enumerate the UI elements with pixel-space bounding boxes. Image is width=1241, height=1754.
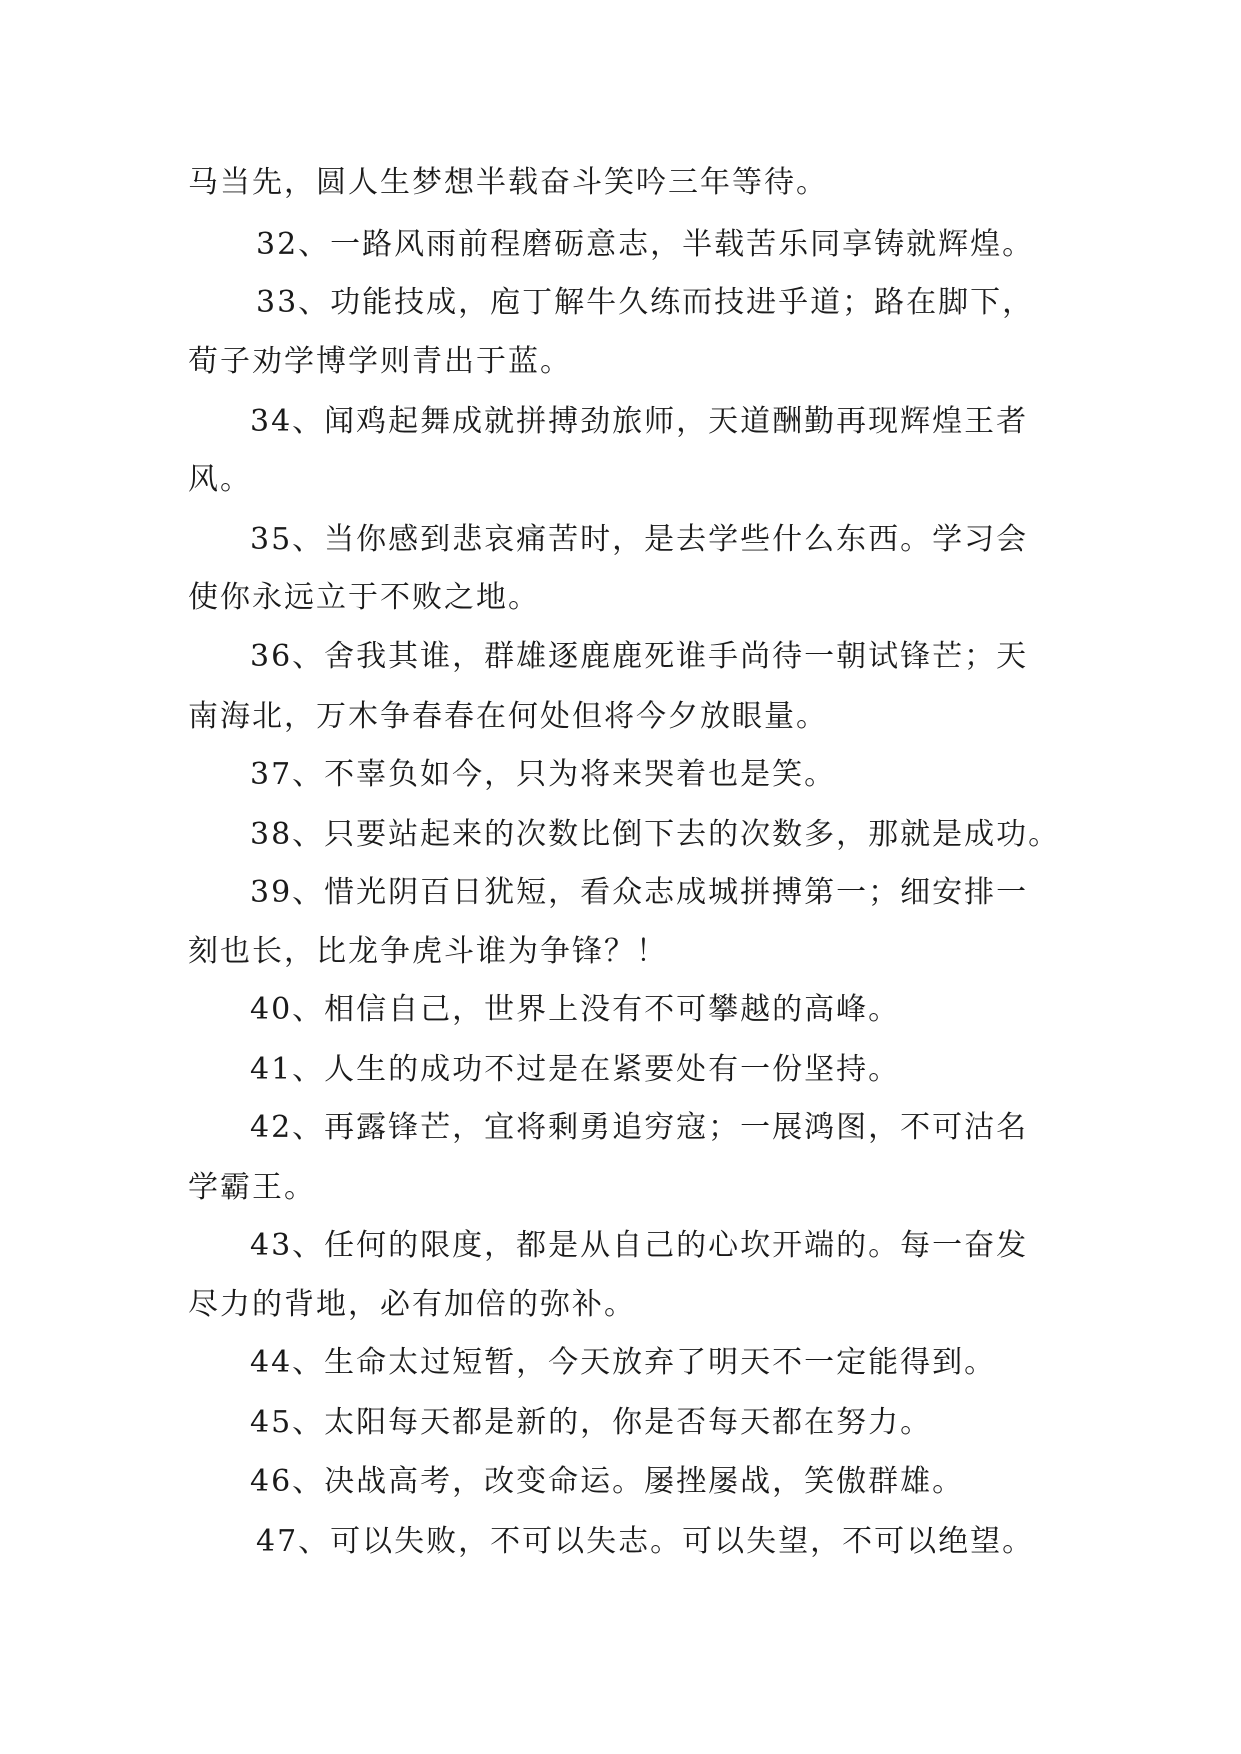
quote-47: 47、可以失败，不可以失志。可以失望，不可以绝望。: [256, 1524, 1035, 1559]
text-line: 使你永远立于不败之地。: [188, 580, 540, 615]
quote-32: 32、一路风雨前程磨砺意志，半载苦乐同享铸就辉煌。: [256, 227, 1035, 262]
text-line: 风。: [188, 462, 252, 497]
quote-44: 44、生命太过短暂，今天放弃了明天不一定能得到。: [250, 1345, 997, 1380]
text-line: 学霸王。: [188, 1170, 316, 1205]
quote-37: 37、不辜负如今，只为将来哭着也是笑。: [250, 757, 837, 792]
quote-40: 40、相信自己，世界上没有不可攀越的高峰。: [250, 992, 901, 1027]
quote-34: 34、闻鸡起舞成就拼搏劲旅师，天道酬勤再现辉煌王者: [250, 404, 1029, 439]
quote-36: 36、舍我其谁，群雄逐鹿鹿死谁手尚待一朝试锋芒；天: [250, 639, 1029, 674]
quote-33: 33、功能技成，庖丁解牛久练而技进乎道；路在脚下，: [256, 285, 1035, 320]
quote-39: 39、惜光阴百日犹短，看众志成城拼搏第一；细安排一: [250, 875, 1029, 910]
text-line: 马当先，圆人生梦想半载奋斗笑吟三年等待。: [188, 165, 828, 200]
quote-41: 41、人生的成功不过是在紧要处有一份坚持。: [250, 1052, 901, 1087]
text-line: 荀子劝学博学则青出于蓝。: [188, 344, 572, 379]
quote-46: 46、决战高考，改变命运。屡挫屡战，笑傲群雄。: [250, 1464, 965, 1499]
text-line: 尽力的背地，必有加倍的弥补。: [188, 1287, 636, 1322]
quote-43: 43、任何的限度，都是从自己的心坎开端的。每一奋发: [250, 1228, 1029, 1263]
quote-45: 45、太阳每天都是新的，你是否每天都在努力。: [250, 1405, 933, 1440]
quote-42: 42、再露锋芒，宜将剩勇追穷寇；一展鸿图，不可沽名: [250, 1110, 1029, 1145]
text-line: 刻也长，比龙争虎斗谁为争锋？！: [188, 934, 668, 969]
quote-38: 38、只要站起来的次数比倒下去的次数多，那就是成功。: [250, 817, 1061, 852]
text-line: 南海北，万木争春春在何处但将今夕放眼量。: [188, 699, 828, 734]
quote-35: 35、当你感到悲哀痛苦时，是去学些什么东西。学习会: [250, 522, 1029, 557]
